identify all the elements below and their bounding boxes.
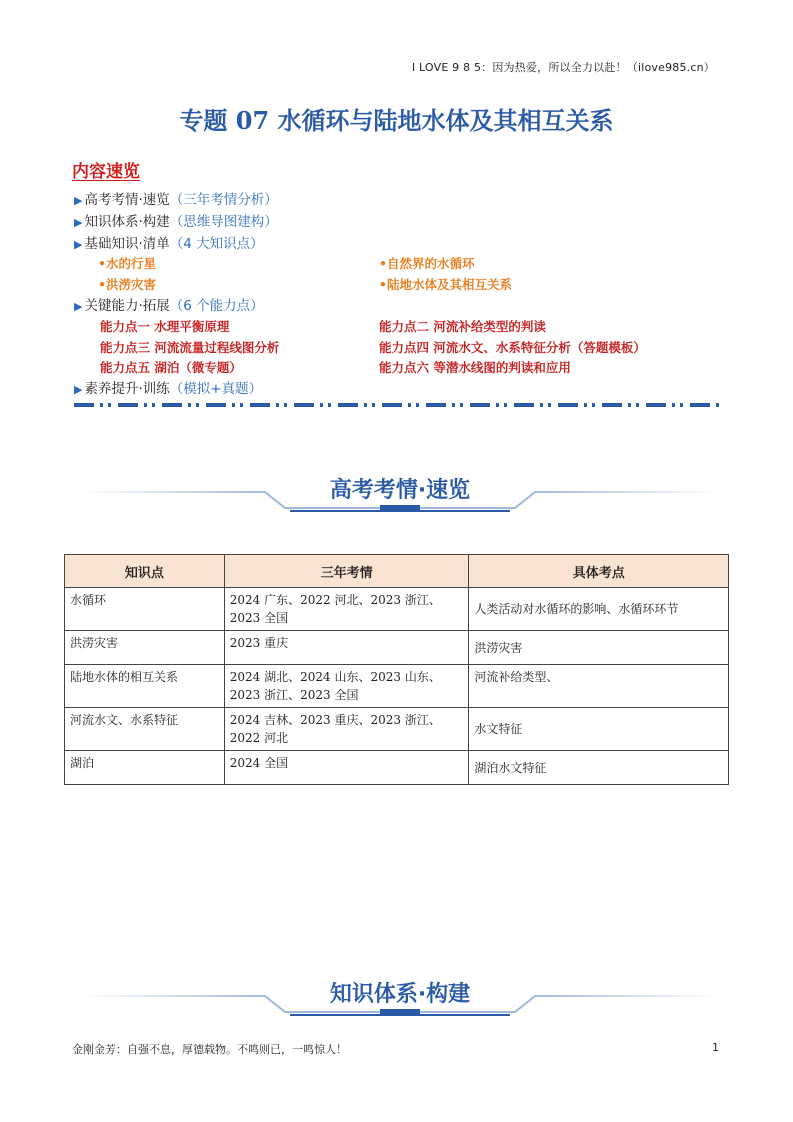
ability-point-item[interactable]: 能力点六 等潜水线图的判读和应用 (379, 360, 571, 375)
table-row (65, 751, 729, 785)
topic-cell: 水循环 (65, 588, 225, 631)
toc-item-label: 基础知识·清单 (84, 236, 170, 252)
topic-cell: 河流水文、水系特征 (65, 708, 225, 751)
table-row (65, 665, 729, 708)
table-row (65, 631, 729, 665)
toc-item-exam-overview[interactable] (74, 188, 278, 208)
toc-item-label: 高考考情·速览 (84, 192, 170, 208)
exams-cell: 2024 广东、2022 河北、2023 浙江、2023 全国 (224, 588, 469, 631)
topic-cell: 洪涝灾害 (65, 631, 225, 665)
column-header: 具体考点 (469, 555, 729, 588)
exams-cell: 2024 全国 (224, 751, 469, 785)
exams-cell: 2024 吉林、2023 重庆、2023 浙江、2022 河北 (224, 708, 469, 751)
toc-item-label: 素养提升·训练 (84, 381, 170, 397)
toc-item-basic-knowledge[interactable] (74, 232, 264, 252)
section-title: 知识体系·构建 (329, 982, 471, 1007)
table-header-row (65, 555, 729, 588)
toc-item-note: （模拟+真题） (169, 381, 263, 397)
table-row (65, 588, 729, 631)
knowledge-point-item[interactable]: •洪涝灾害 (98, 277, 156, 292)
ability-point-item[interactable]: 能力点三 河流流量过程线图分析 (100, 340, 280, 355)
exams-cell: 2024 湖北、2024 山东、2023 山东、2023 浙江、2023 全国 (224, 665, 469, 708)
page-title: 专题 07 水循环与陆地水体及其相互关系 (179, 106, 614, 135)
section-title: 高考考情·速览 (329, 478, 471, 503)
triangle-bullet-icon: ▶ (74, 383, 83, 396)
toc-item-key-abilities[interactable] (74, 294, 264, 314)
page-number: 1 (712, 1041, 719, 1054)
points-cell: 湖泊水文特征 (469, 751, 729, 785)
toc-item-knowledge-system[interactable] (74, 210, 278, 230)
topic-cell: 陆地水体的相互关系 (65, 665, 225, 708)
triangle-bullet-icon: ▶ (74, 194, 83, 207)
knowledge-point-item[interactable]: •水的行星 (98, 256, 156, 271)
points-cell: 河流补给类型、 (469, 665, 729, 708)
section-banner-exam-overview (80, 470, 720, 516)
table-row (65, 708, 729, 751)
toc-item-label: 知识体系·构建 (84, 214, 170, 230)
section-banner-knowledge-system (80, 974, 720, 1020)
toc-item-label: 关键能力·拓展 (84, 298, 170, 314)
triangle-bullet-icon: ▶ (74, 300, 83, 313)
dashed-divider (74, 403, 720, 407)
knowledge-point-item[interactable]: •自然界的水循环 (379, 256, 475, 271)
toc-item-note: （思维导图建构） (169, 214, 278, 230)
points-cell: 水文特征 (469, 708, 729, 751)
toc-item-note: （4 大知识点） (169, 236, 264, 252)
ability-point-item[interactable]: 能力点四 河流水文、水系特征分析（答题模板） (379, 340, 646, 355)
points-cell: 洪涝灾害 (469, 631, 729, 665)
column-header: 知识点 (65, 555, 225, 588)
knowledge-point-item[interactable]: •陆地水体及其相互关系 (379, 277, 512, 292)
toc-heading: 内容速览 (72, 162, 140, 182)
triangle-bullet-icon: ▶ (74, 216, 83, 229)
points-cell: 人类活动对水循环的影响、水循环环节 (469, 588, 729, 631)
header-note: I LOVE 9 8 5：因为热爱，所以全力以赴！（ilove985.cn） (411, 61, 715, 74)
toc-item-note: （6 个能力点） (169, 298, 264, 314)
toc-item-skill-training[interactable] (74, 377, 262, 397)
ability-point-item[interactable]: 能力点一 水理平衡原理 (100, 319, 230, 334)
column-header: 三年考情 (224, 555, 469, 588)
exams-cell: 2023 重庆 (224, 631, 469, 665)
triangle-bullet-icon: ▶ (74, 238, 83, 251)
ability-point-item[interactable]: 能力点二 河流补给类型的判读 (379, 319, 546, 334)
footer-motto: 金刚金芳：自强不息，厚德载物。不鸣则已，一鸣惊人！ (72, 1043, 347, 1056)
topic-cell: 湖泊 (65, 751, 225, 785)
toc-item-note: （三年考情分析） (169, 192, 278, 208)
exam-analysis-table (64, 554, 729, 785)
ability-point-item[interactable]: 能力点五 湖泊（微专题） (100, 360, 242, 375)
